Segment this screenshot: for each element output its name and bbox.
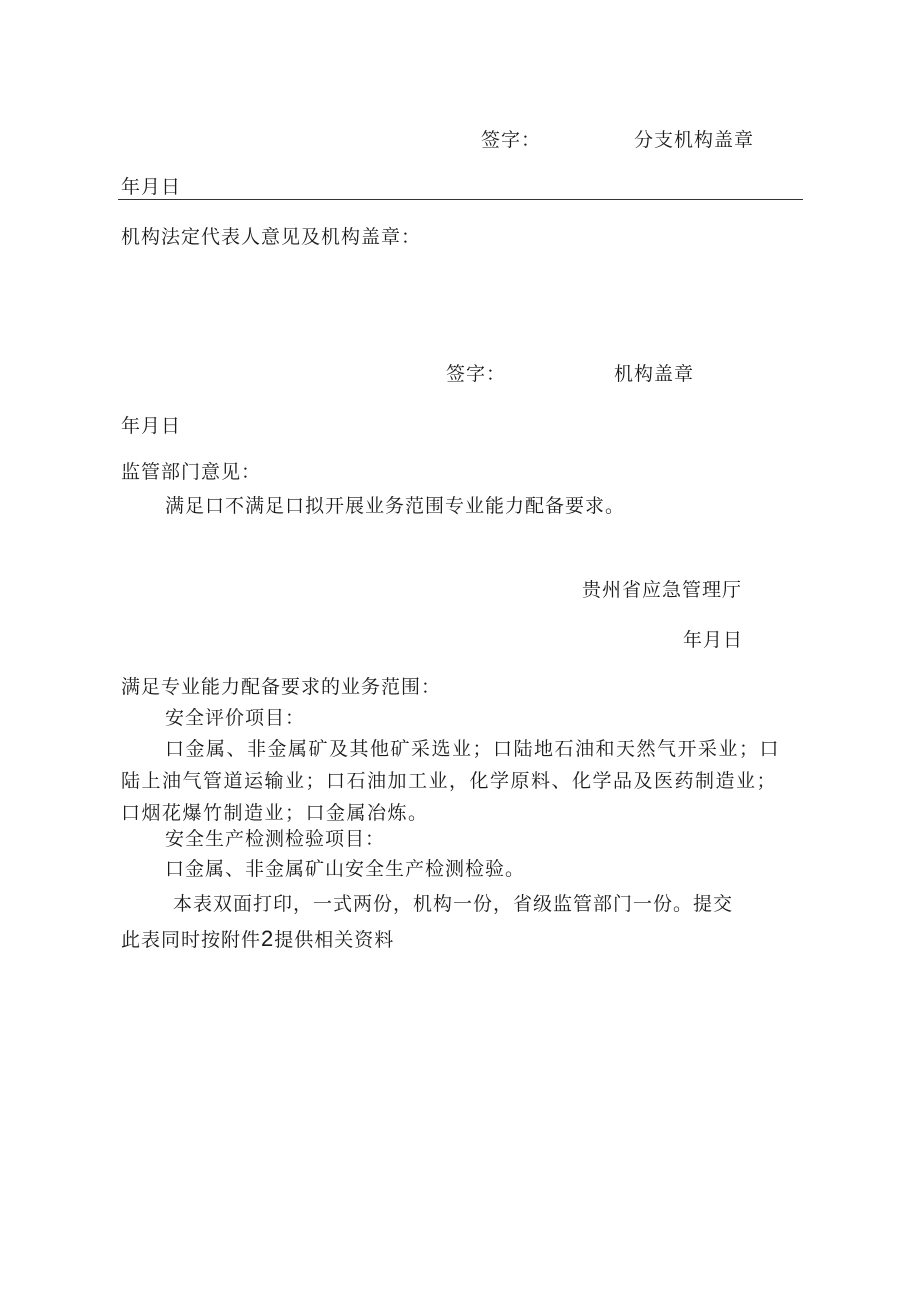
safety-eval-heading: 安全评价项目：	[165, 707, 306, 729]
institution-opinion-heading: 机构法定代表人意见及机构盖章：	[121, 226, 422, 248]
institution-sign-label: 签字：	[446, 363, 507, 385]
attachment-number: 2	[261, 926, 275, 951]
branch-sign-label: 签字：	[481, 129, 542, 151]
footer-note-line1: 本表双面打印，一式两份，机构一份，省级监管部门一份。提交	[173, 893, 734, 915]
safety-eval-items: 口金属、非金属矿及其他矿采选业；口陆地石油和天然气开采业；口陆上油气管道运输业；口石油加工业，化学原料、化学品及医药制造业；口烟花爆竹制造业；口金属冶炼。	[121, 738, 781, 824]
section-divider	[118, 199, 803, 200]
branch-date: 年月日	[121, 176, 182, 198]
regulator-opinion-text: 满足口不满足口拟开展业务范围专业能力配备要求。	[165, 495, 626, 517]
regulator-opinion-heading: 监管部门意见：	[121, 461, 262, 483]
regulator-department: 贵州省应急管理厅	[582, 579, 743, 601]
institution-date: 年月日	[121, 415, 182, 437]
footer-note-prefix: 此表同时按附件	[121, 929, 262, 951]
footer-note-suffix: 提供相关资料	[274, 929, 395, 951]
testing-heading: 安全生产检测检验项目：	[165, 828, 386, 850]
footer-note-line2	[121, 927, 394, 952]
scope-heading: 满足专业能力配备要求的业务范围：	[121, 676, 442, 698]
testing-items: 口金属、非金属矿山安全生产检测检验。	[165, 858, 526, 880]
institution-seal-label: 机构盖章	[614, 363, 695, 385]
branch-seal-label: 分支机构盖章	[634, 129, 755, 151]
regulator-date: 年月日	[683, 629, 744, 651]
